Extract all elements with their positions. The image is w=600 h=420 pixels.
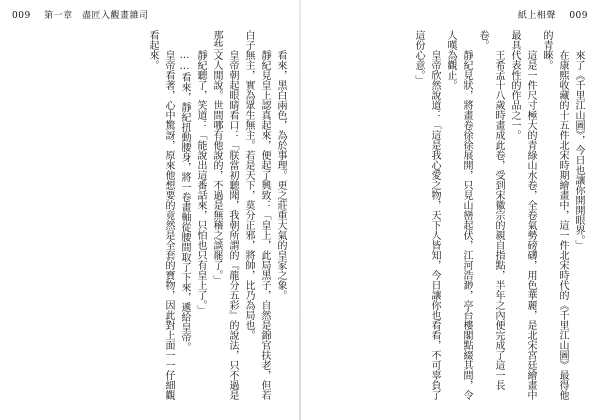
paragraph: 王希孟十八歲時畫成此卷，受到宋徽宗的親自指點，半年之內便完成了這一長卷。: [477, 30, 504, 390]
right-page: [300, 0, 600, 420]
right-page-body: [312, 30, 586, 406]
page-number: 009: [569, 11, 588, 21]
paragraph: 皇帝欣然說道：「這是我心愛之物，天下人皆知，今日讓你也看看，不可辜負了這份心意。」: [413, 30, 440, 400]
paragraph: ……看來，靜紀扭動腰身，將一卷畫軸從腰間取了下來，遞給皇帝。: [179, 50, 190, 352]
paragraph: 皇帝看著，心中驚訝，原來他想要的竟然是全套的寶物，因此對上面一一仔細觀看起來。: [147, 30, 174, 400]
paragraph: 看來，黑白兩色，為於事理。更之莊重大氣的皇家之象。: [275, 50, 286, 300]
paragraph: 靜紀見狀，將畫卷徐徐展開，只見山巒起伏，江河浩渺，亭台樓閣點綴其間，令人嘆為觀止。: [445, 30, 472, 400]
paragraph: 在康熙收藏的十五件北宋時期繪畫中，這一件北宋時代的《千里江山圖》最得他的青睞。: [541, 30, 568, 400]
chapter-label: 第一章: [44, 11, 73, 21]
chapter-title: 盡匠入觀畫雜司: [81, 11, 149, 21]
paragraph: 靜紀聽了，笑道：「能說出這番話來，只怕也只有皇上了。」: [195, 50, 206, 315]
paragraph: 靜紀見皇上認真起來，便起了興致：「皇上，此局黑子，自然是錦官扶老，但若白子無主，實為眾生無主。若是天下，莫分正邪，將帥，比乃為局也。: [243, 30, 270, 400]
right-page-header: [518, 8, 588, 21]
paragraph: 來了《千里江山圖》，今日也讓你開開眼界。」: [573, 50, 584, 250]
left-page-body: [12, 30, 288, 406]
page-number: 009: [12, 11, 31, 21]
running-title: 紙上相聲: [517, 11, 556, 21]
paragraph: 皇帝朝起眼睛看口：「朕當初聽聞，我朝所謂的『龍分五彩』的說法，只不過是那些文人閒說。世間哪有他說的，不過是無稽之談罷了。」: [211, 30, 238, 400]
paragraph: 這是一件尺寸極大的青綠山水卷，全卷氣勢磅礴，用色華麗，是北宋宮廷繪畫中最具代表性的作品之一。: [509, 30, 536, 400]
left-page-header: [12, 8, 148, 21]
